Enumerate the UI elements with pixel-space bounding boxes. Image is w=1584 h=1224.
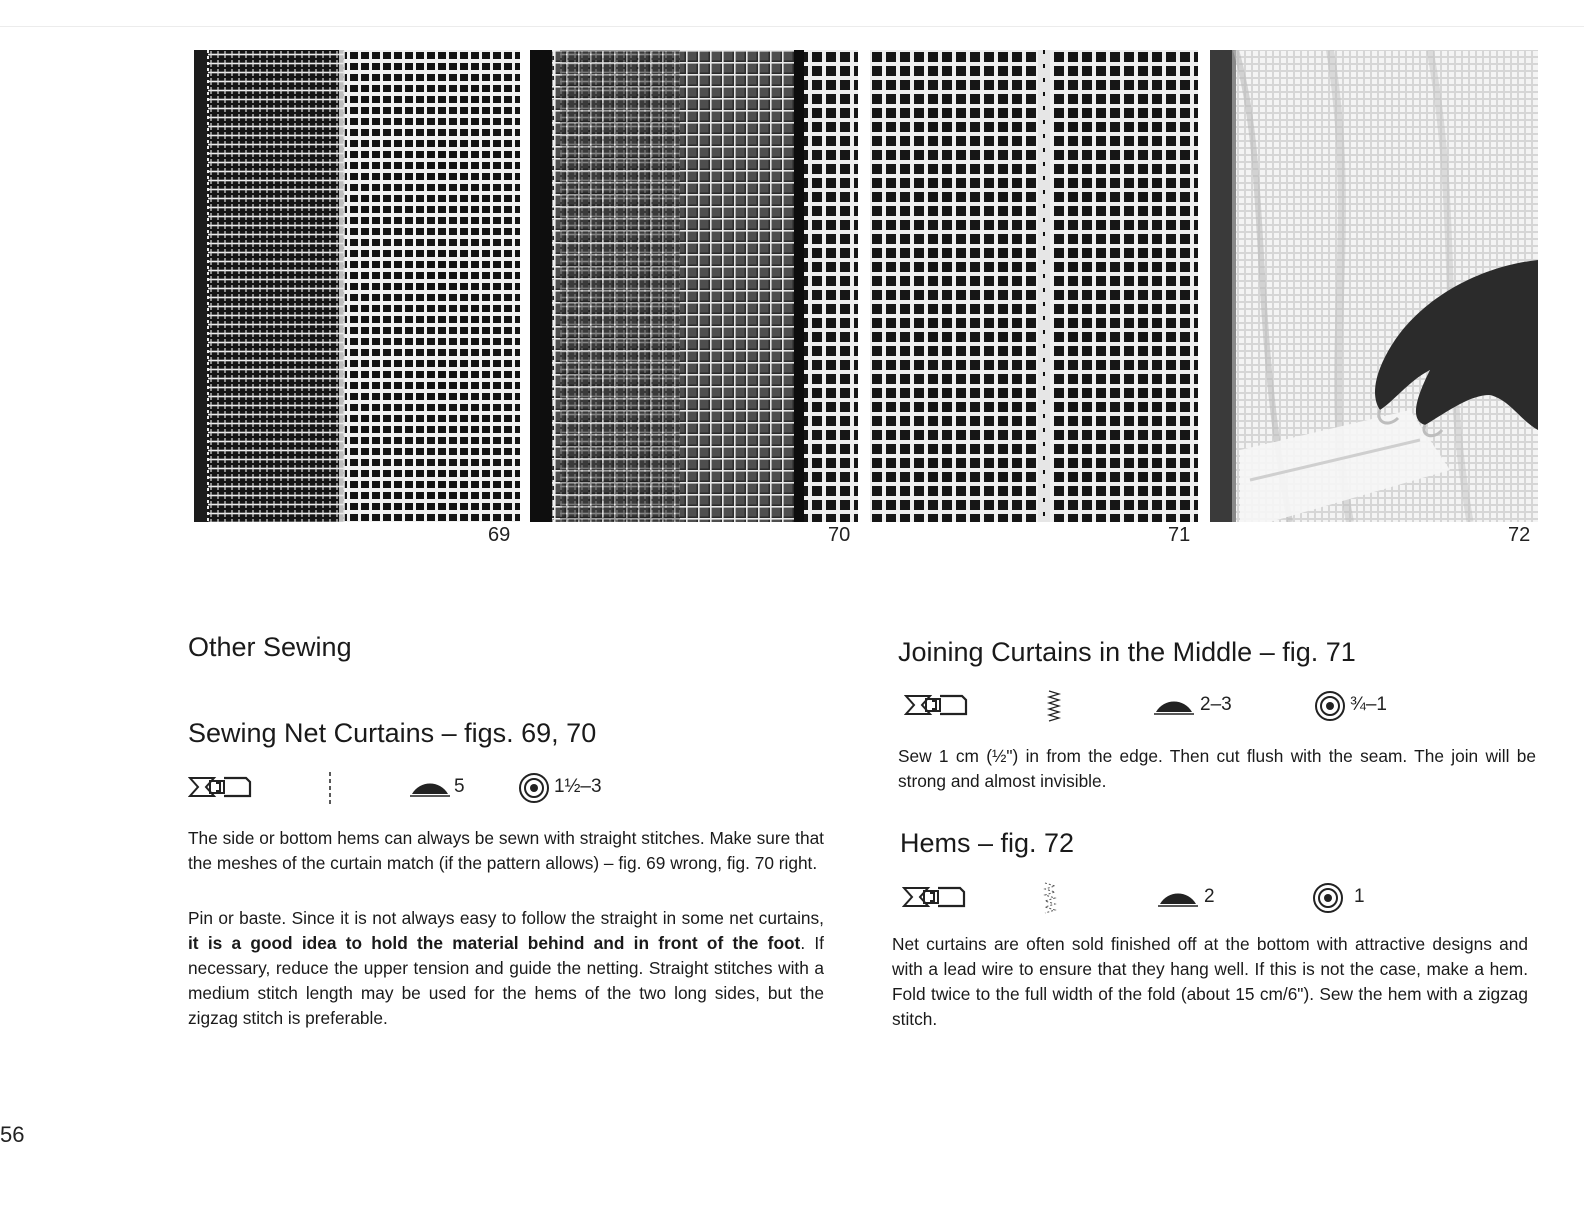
- top-rule: [0, 26, 1584, 27]
- figure-70-number: 70: [828, 524, 851, 546]
- paragraph-2-end: . If necessary, reduce the upper tension and guide the netting. Straight stitches with a medium stitch length may be used for the hems of the two long sides, but the zigzag stitch is preferable.: [188, 933, 824, 1028]
- tension-dial-icon: [1314, 690, 1346, 727]
- presser-foot-icon: [904, 690, 968, 725]
- stitch-length-value: 5: [454, 776, 465, 797]
- paragraph-2-emphasis: it is a good idea to hold the material behind and in front of the foot: [188, 933, 801, 953]
- joining-paragraph: Sew 1 cm (½") in from the edge. Then cut flush with the seam. The join will be strong and almost invisible.: [898, 746, 1536, 791]
- figure-72-photo: [1210, 50, 1538, 522]
- net-curtains-paragraph-2: [188, 906, 824, 1031]
- tension-value: 1½–3: [554, 776, 602, 797]
- figure-71-photo: [870, 50, 1198, 522]
- figure-70-photo: [530, 50, 858, 522]
- presser-foot-icon: [902, 882, 966, 917]
- figure-69-photo: [194, 50, 520, 522]
- page-number: 56: [0, 1122, 25, 1147]
- joining-settings: [904, 690, 1464, 724]
- hems-title: Hems – fig. 72: [900, 828, 1075, 858]
- hems-paragraph: Net curtains are often sold finished off at the bottom with attractive designs and with a lead wire to ensure that they hang well. If this is not the case, make a hem. Fold twice to the full width of the fold (about 15 cm/6"). Sew the hem with a zigzag stitch.: [892, 934, 1528, 1029]
- figure-69-number: 69: [488, 524, 511, 546]
- presser-foot-icon: [188, 772, 252, 807]
- net-curtains-title: Sewing Net Curtains – figs. 69, 70: [188, 718, 597, 748]
- section-title: Other Sewing: [188, 632, 352, 662]
- net-curtains-paragraph-1: The side or bottom hems can always be sewn with straight stitches. Make sure that the meshes of the curtain match (if the pattern allows) – fig. 69 wrong, fig. 70 right.: [188, 828, 824, 873]
- paragraph-2-start: Pin or baste. Since it is not always easy to follow the straight in some net curtains,: [188, 908, 824, 928]
- tension-dial-icon: [1312, 882, 1344, 919]
- stitch-length-value: 2–3: [1200, 694, 1232, 715]
- figure-72-number: 72: [1508, 524, 1531, 546]
- tension-dial-icon: [518, 772, 550, 809]
- net-curtains-settings: [188, 772, 688, 806]
- zigzag-stitch-icon: [1042, 882, 1058, 921]
- zigzag-stitch-icon: [1046, 690, 1062, 729]
- tension-value: ¾–1: [1350, 694, 1387, 715]
- hems-settings: [902, 882, 1462, 916]
- figure-71-number: 71: [1168, 524, 1191, 546]
- tension-value: 1: [1354, 886, 1365, 907]
- stitch-length-value: 2: [1204, 886, 1215, 907]
- joining-title: Joining Curtains in the Middle – fig. 71: [898, 637, 1356, 667]
- straight-stitch-icon: [326, 772, 334, 809]
- stitch-length-icon: [410, 772, 450, 807]
- stitch-length-icon: [1158, 882, 1198, 917]
- stitch-length-icon: [1154, 690, 1194, 725]
